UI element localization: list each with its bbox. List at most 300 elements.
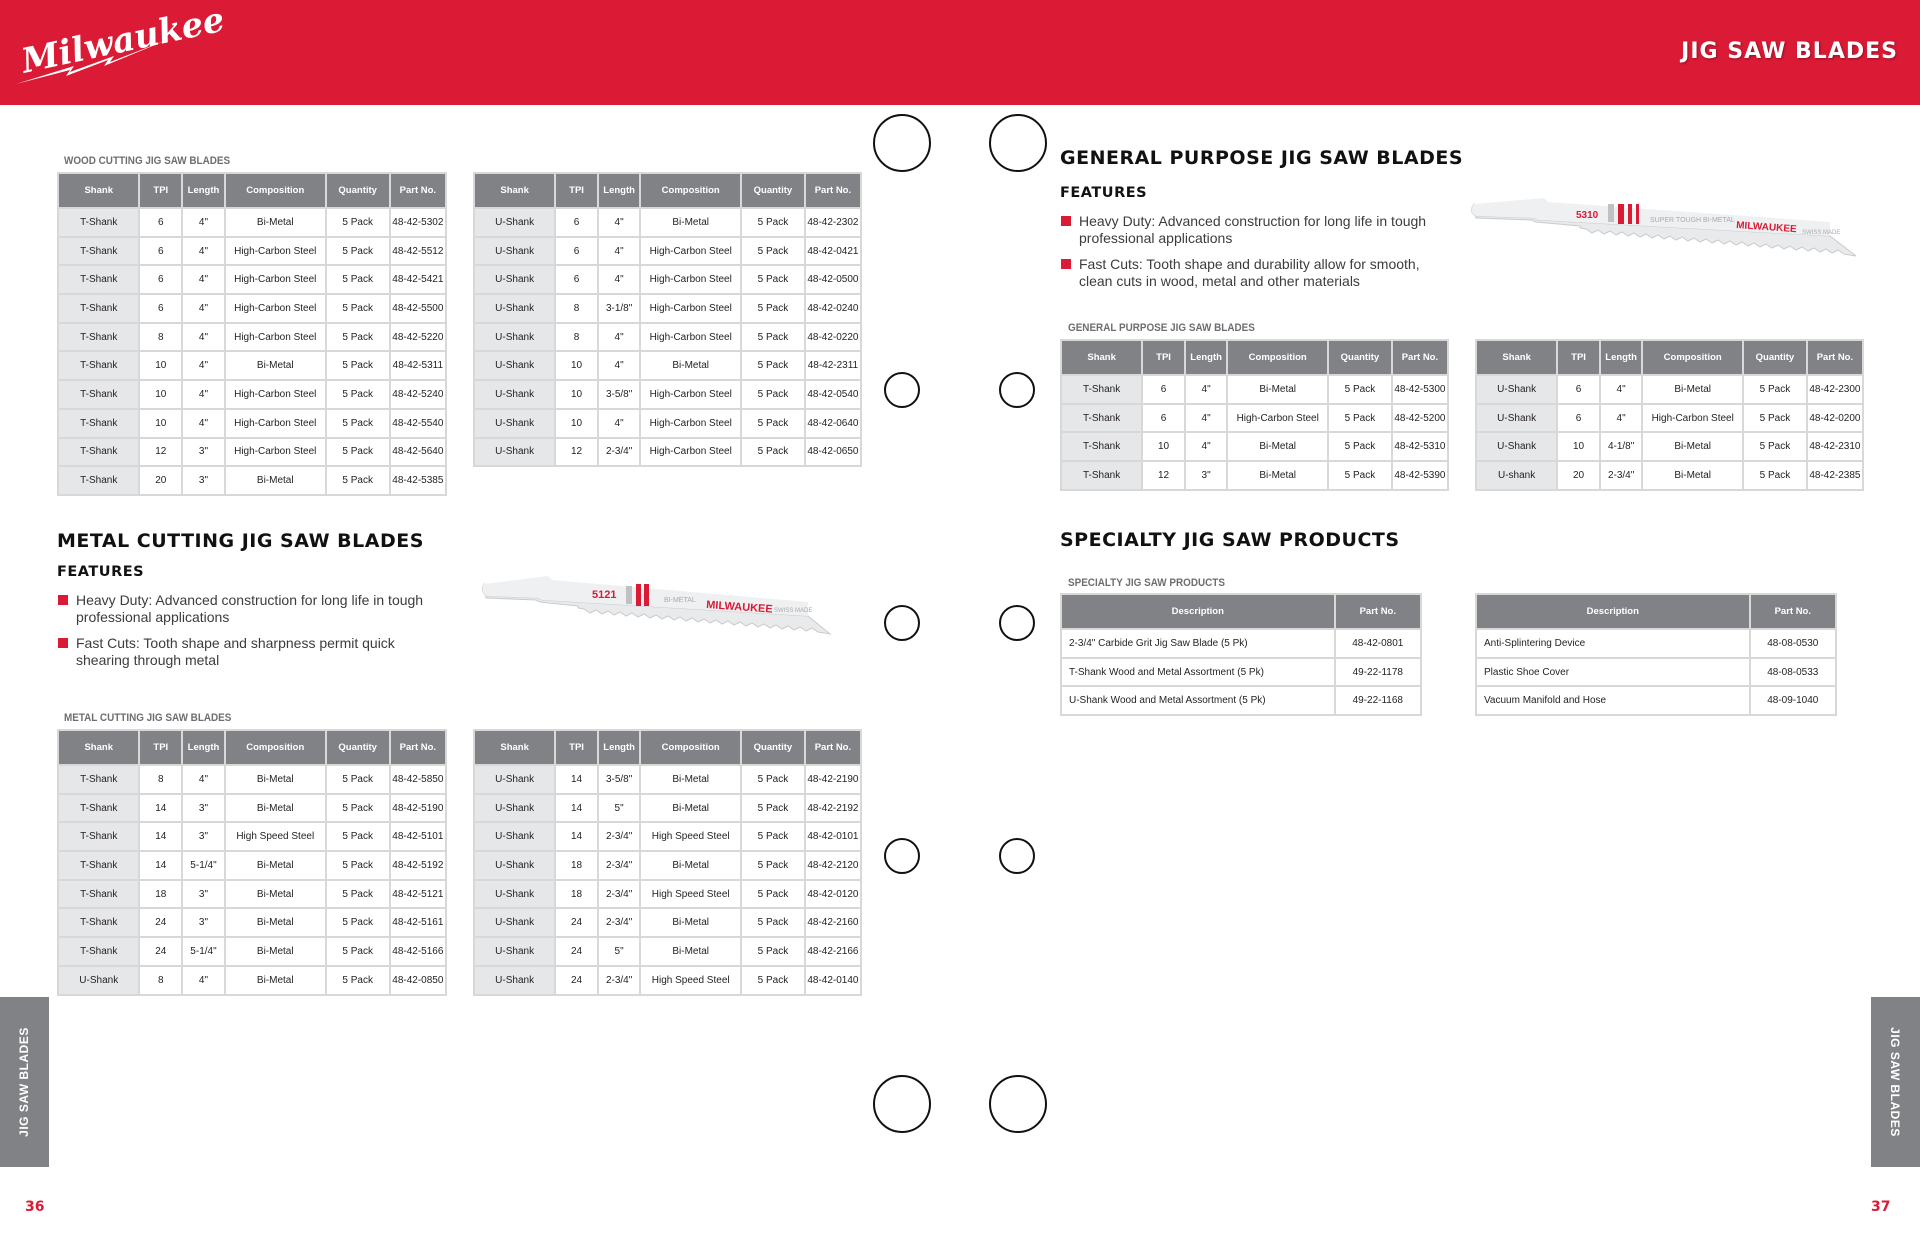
general-u-shank-table — [1475, 339, 1864, 491]
cell-part-no: 48-42-0500 — [805, 265, 861, 294]
table-row — [58, 237, 446, 266]
feature-item — [1061, 213, 1441, 247]
cell-composition: High Speed Steel — [640, 822, 741, 851]
cell-quantity: 5 Pack — [741, 438, 805, 467]
cell-shank: U-Shank — [474, 937, 555, 966]
cell-tpi: 6 — [1142, 404, 1185, 433]
table-row — [1476, 404, 1863, 433]
cell-composition: Bi-Metal — [1642, 432, 1743, 461]
column-header-length: Length — [1185, 340, 1228, 375]
table-row — [58, 794, 446, 823]
cell-shank: T-Shank — [58, 851, 139, 880]
table-row — [474, 851, 861, 880]
cell-part-no: 49-22-1178 — [1335, 658, 1421, 687]
cell-part-no: 48-42-0220 — [805, 323, 861, 352]
cell-composition: High Speed Steel — [640, 966, 741, 995]
table-row — [474, 794, 861, 823]
cell-part-no: 48-42-0540 — [805, 380, 861, 409]
cell-length: 5-1/4" — [182, 851, 225, 880]
table-row — [474, 237, 861, 266]
table-row — [1061, 375, 1448, 404]
cell-tpi: 18 — [555, 851, 598, 880]
table-row — [1476, 461, 1863, 490]
cell-shank: T-Shank — [58, 822, 139, 851]
table-row — [58, 765, 446, 794]
cell-tpi: 12 — [555, 438, 598, 467]
cell-length: 4" — [598, 351, 641, 380]
column-header-composition: Composition — [1227, 340, 1328, 375]
column-header-shank: Shank — [58, 173, 139, 208]
table-row — [58, 409, 446, 438]
cell-tpi: 10 — [1557, 432, 1600, 461]
feature-item — [1061, 256, 1441, 290]
table-row — [1061, 432, 1448, 461]
cell-part-no: 48-42-0140 — [805, 966, 861, 995]
cell-part-no: 48-42-5385 — [390, 466, 446, 495]
column-header-quantity: Quantity — [741, 173, 805, 208]
table-header-row — [1061, 340, 1448, 375]
cell-shank: T-Shank — [58, 208, 139, 237]
cell-quantity: 5 Pack — [1328, 432, 1392, 461]
cell-shank: U-Shank — [474, 237, 555, 266]
cell-composition: Bi-Metal — [640, 794, 741, 823]
cell-length: 2-3/4" — [598, 851, 641, 880]
cell-composition: Bi-Metal — [1227, 375, 1328, 404]
column-header-shank: Shank — [58, 730, 139, 765]
cell-quantity: 5 Pack — [326, 237, 390, 266]
cell-length: 4-1/8" — [1600, 432, 1643, 461]
cell-length: 4" — [598, 409, 641, 438]
cell-tpi: 6 — [1142, 375, 1185, 404]
binder-hole — [999, 838, 1035, 874]
cell-shank: U-Shank — [474, 294, 555, 323]
cell-composition: High-Carbon Steel — [1642, 404, 1743, 433]
cell-part-no: 48-42-5310 — [1392, 432, 1448, 461]
column-header-composition: Composition — [225, 730, 326, 765]
cell-length: 3" — [182, 822, 225, 851]
cell-composition: Bi-Metal — [640, 851, 741, 880]
metal-features-title: FEATURES — [57, 564, 145, 580]
cell-composition: Bi-Metal — [225, 208, 326, 237]
milwaukee-logo — [14, 0, 229, 88]
cell-quantity: 5 Pack — [741, 822, 805, 851]
cell-part-no: 48-42-2160 — [805, 908, 861, 937]
table-header-row — [474, 173, 861, 208]
cell-shank: U-Shank — [474, 409, 555, 438]
cell-tpi: 10 — [139, 380, 182, 409]
cell-quantity: 5 Pack — [741, 380, 805, 409]
cell-composition: Bi-Metal — [225, 880, 326, 909]
cell-quantity: 5 Pack — [741, 208, 805, 237]
table-header-row — [474, 730, 861, 765]
specialty-right-table — [1475, 593, 1837, 716]
page-number-left: 36 — [25, 1199, 45, 1215]
column-header-length: Length — [598, 730, 641, 765]
column-header-part-no: Part No. — [390, 730, 446, 765]
cell-part-no: 48-08-0533 — [1750, 658, 1836, 687]
cell-quantity: 5 Pack — [326, 380, 390, 409]
cell-shank: T-Shank — [58, 409, 139, 438]
side-tab-label: JIG SAW BLADES — [17, 1027, 31, 1137]
cell-part-no: 48-42-0101 — [805, 822, 861, 851]
table-header-row — [58, 173, 446, 208]
cell-composition: High-Carbon Steel — [640, 237, 741, 266]
cell-quantity: 5 Pack — [741, 409, 805, 438]
header-banner — [0, 0, 1920, 105]
column-header-part-no: Part No. — [1335, 594, 1421, 629]
cell-tpi: 24 — [555, 908, 598, 937]
cell-shank: T-Shank — [1061, 461, 1142, 490]
cell-length: 4" — [182, 265, 225, 294]
table-row — [58, 265, 446, 294]
cell-part-no: 48-42-5540 — [390, 409, 446, 438]
table-row — [1061, 686, 1421, 715]
column-header-quantity: Quantity — [1743, 340, 1807, 375]
binder-hole — [873, 114, 931, 172]
table-row — [474, 409, 861, 438]
cell-composition: High-Carbon Steel — [1227, 404, 1328, 433]
cell-composition: Bi-Metal — [225, 351, 326, 380]
column-header-part-no: Part No. — [1392, 340, 1448, 375]
column-header-length: Length — [598, 173, 641, 208]
column-header-quantity: Quantity — [326, 173, 390, 208]
cell-shank: T-Shank — [58, 380, 139, 409]
cell-shank: T-Shank — [58, 351, 139, 380]
cell-tpi: 12 — [1142, 461, 1185, 490]
cell-part-no: 48-42-0240 — [805, 294, 861, 323]
cell-tpi: 6 — [139, 208, 182, 237]
column-header-shank: Shank — [1476, 340, 1557, 375]
cell-part-no: 48-42-0850 — [390, 966, 446, 995]
cell-quantity: 5 Pack — [326, 294, 390, 323]
cell-length: 4" — [1185, 375, 1228, 404]
cell-quantity: 5 Pack — [741, 794, 805, 823]
feature-item — [58, 635, 438, 669]
metal-features-list — [58, 592, 438, 678]
cell-quantity: 5 Pack — [741, 294, 805, 323]
cell-composition: Bi-Metal — [225, 466, 326, 495]
cell-part-no: 48-42-0650 — [805, 438, 861, 467]
table-row — [58, 294, 446, 323]
column-header-length: Length — [1600, 340, 1643, 375]
wood-t-shank-table — [57, 172, 447, 496]
cell-length: 4" — [598, 208, 641, 237]
cell-length: 3" — [182, 466, 225, 495]
column-header-part-no: Part No. — [805, 730, 861, 765]
cell-quantity: 5 Pack — [326, 208, 390, 237]
blade-origin: SWISS MADE — [774, 608, 813, 614]
cell-shank: U-Shank — [58, 966, 139, 995]
table-header-row — [1061, 594, 1421, 629]
general-table-label: GENERAL PURPOSE JIG SAW BLADES — [1068, 322, 1255, 334]
cell-quantity: 5 Pack — [326, 822, 390, 851]
cell-tpi: 14 — [139, 822, 182, 851]
cell-shank: U-Shank — [474, 794, 555, 823]
specialty-section-title: SPECIALTY JIG SAW PRODUCTS — [1060, 529, 1400, 551]
bullet-icon — [1061, 259, 1071, 269]
cell-composition: High-Carbon Steel — [640, 265, 741, 294]
table-row — [1061, 461, 1448, 490]
cell-shank: U-Shank — [474, 208, 555, 237]
cell-part-no: 48-42-5200 — [1392, 404, 1448, 433]
cell-composition: High-Carbon Steel — [640, 294, 741, 323]
cell-shank: U-Shank — [474, 966, 555, 995]
column-header-quantity: Quantity — [326, 730, 390, 765]
blade-number: 5121 — [592, 589, 617, 601]
cell-quantity: 5 Pack — [741, 937, 805, 966]
cell-part-no: 48-42-5500 — [390, 294, 446, 323]
feature-text: Fast Cuts: Tooth shape and sharpness permit quick shearing through metal — [76, 635, 395, 668]
table-row — [474, 880, 861, 909]
cell-length: 4" — [182, 237, 225, 266]
table-row — [1476, 658, 1836, 687]
metal-u-shank-table — [473, 729, 862, 996]
feature-text: Fast Cuts: Tooth shape and durability allow for smooth, clean cuts in wood, metal and other materials — [1079, 256, 1420, 289]
cell-shank: T-Shank — [1061, 375, 1142, 404]
cell-part-no: 48-42-5101 — [390, 822, 446, 851]
cell-tpi: 8 — [555, 294, 598, 323]
cell-shank: T-Shank — [58, 466, 139, 495]
cell-shank: U-Shank — [474, 765, 555, 794]
table-row — [1476, 686, 1836, 715]
cell-part-no: 48-42-5421 — [390, 265, 446, 294]
table-row — [58, 438, 446, 467]
column-header-shank: Shank — [474, 730, 555, 765]
column-header-length: Length — [182, 730, 225, 765]
column-header-tpi: TPI — [555, 730, 598, 765]
cell-quantity: 5 Pack — [326, 265, 390, 294]
cell-length: 4" — [1185, 432, 1228, 461]
cell-description: T-Shank Wood and Metal Assortment (5 Pk) — [1061, 658, 1335, 687]
column-header-description: Description — [1061, 594, 1335, 629]
cell-composition: Bi-Metal — [225, 765, 326, 794]
cell-length: 2-3/4" — [598, 438, 641, 467]
table-row — [474, 208, 861, 237]
cell-tpi: 14 — [555, 794, 598, 823]
cell-length: 4" — [598, 265, 641, 294]
column-header-tpi: TPI — [139, 730, 182, 765]
cell-quantity: 5 Pack — [1328, 461, 1392, 490]
cell-tpi: 8 — [139, 323, 182, 352]
table-row — [474, 822, 861, 851]
binder-hole — [873, 1075, 931, 1133]
page-number-right: 37 — [1871, 1199, 1891, 1215]
cell-shank: T-Shank — [58, 237, 139, 266]
cell-composition: High-Carbon Steel — [225, 294, 326, 323]
cell-composition: High-Carbon Steel — [640, 409, 741, 438]
column-header-composition: Composition — [640, 173, 741, 208]
cell-shank: U-Shank — [474, 908, 555, 937]
cell-shank: U-Shank — [474, 265, 555, 294]
side-tab-label: JIG SAW BLADES — [1888, 1027, 1902, 1137]
binder-hole — [999, 605, 1035, 641]
metal-t-shank-table — [57, 729, 447, 996]
cell-shank: T-Shank — [58, 265, 139, 294]
cell-tpi: 8 — [555, 323, 598, 352]
table-row — [474, 908, 861, 937]
cell-part-no: 48-42-5300 — [1392, 375, 1448, 404]
cell-shank: U-Shank — [474, 851, 555, 880]
cell-part-no: 48-42-5512 — [390, 237, 446, 266]
cell-part-no: 48-42-5121 — [390, 880, 446, 909]
cell-composition: Bi-Metal — [1227, 432, 1328, 461]
cell-length: 2-3/4" — [598, 822, 641, 851]
table-row — [474, 323, 861, 352]
general-features-list — [1061, 213, 1441, 299]
cell-tpi: 6 — [555, 237, 598, 266]
cell-tpi: 14 — [139, 794, 182, 823]
cell-part-no: 48-42-5161 — [390, 908, 446, 937]
cell-shank: T-Shank — [58, 765, 139, 794]
cell-shank: U-Shank — [474, 822, 555, 851]
cell-quantity: 5 Pack — [741, 323, 805, 352]
table-row — [58, 880, 446, 909]
cell-tpi: 18 — [555, 880, 598, 909]
table-row — [58, 466, 446, 495]
cell-part-no: 48-42-5240 — [390, 380, 446, 409]
cell-quantity: 5 Pack — [326, 966, 390, 995]
cell-length: 4" — [182, 323, 225, 352]
cell-part-no: 48-42-2311 — [805, 351, 861, 380]
cell-tpi: 24 — [139, 937, 182, 966]
logo-wordmark: Milwaukee — [17, 0, 229, 82]
cell-length: 5-1/4" — [182, 937, 225, 966]
cell-quantity: 5 Pack — [741, 908, 805, 937]
cell-quantity: 5 Pack — [326, 908, 390, 937]
column-header-composition: Composition — [640, 730, 741, 765]
feature-text: Heavy Duty: Advanced construction for long life in tough professional applications — [76, 592, 424, 625]
general-features-title: FEATURES — [1060, 185, 1148, 201]
cell-quantity: 5 Pack — [326, 794, 390, 823]
wood-u-shank-table — [473, 172, 862, 467]
cell-length: 4" — [182, 351, 225, 380]
cell-shank: T-Shank — [1061, 432, 1142, 461]
column-header-part-no: Part No. — [805, 173, 861, 208]
cell-quantity: 5 Pack — [741, 880, 805, 909]
cell-tpi: 10 — [1142, 432, 1185, 461]
cell-length: 4" — [182, 380, 225, 409]
blade-brand: MILWAUKEE — [1735, 220, 1797, 236]
table-row — [58, 966, 446, 995]
cell-length: 4" — [1185, 404, 1228, 433]
blade-text: SUPER TOUGH BI-METAL — [1650, 217, 1735, 224]
cell-composition: High-Carbon Steel — [640, 438, 741, 467]
cell-shank: T-Shank — [58, 294, 139, 323]
cell-shank: T-Shank — [58, 937, 139, 966]
table-row — [474, 765, 861, 794]
cell-tpi: 24 — [555, 937, 598, 966]
general-t-shank-table — [1060, 339, 1449, 491]
column-header-tpi: TPI — [139, 173, 182, 208]
cell-length: 2-3/4" — [598, 908, 641, 937]
cell-length: 4" — [182, 208, 225, 237]
feature-item — [58, 592, 438, 626]
cell-composition: Bi-Metal — [640, 765, 741, 794]
cell-part-no: 48-42-0421 — [805, 237, 861, 266]
cell-length: 5" — [598, 937, 641, 966]
cell-quantity: 5 Pack — [741, 237, 805, 266]
cell-part-no: 48-42-2120 — [805, 851, 861, 880]
cell-composition: High-Carbon Steel — [640, 323, 741, 352]
metal-blade-image — [478, 572, 834, 638]
cell-length: 3-1/8" — [598, 294, 641, 323]
page-title: JIG SAW BLADES — [1681, 39, 1898, 64]
bullet-icon — [58, 595, 68, 605]
cell-tpi: 6 — [139, 265, 182, 294]
cell-part-no: 48-42-2166 — [805, 937, 861, 966]
cell-composition: High Speed Steel — [640, 880, 741, 909]
cell-composition: Bi-Metal — [1642, 461, 1743, 490]
cell-part-no: 49-22-1168 — [1335, 686, 1421, 715]
cell-length: 3" — [182, 438, 225, 467]
column-header-description: Description — [1476, 594, 1750, 629]
cell-shank: T-Shank — [1061, 404, 1142, 433]
cell-tpi: 6 — [555, 265, 598, 294]
cell-part-no: 48-42-5390 — [1392, 461, 1448, 490]
table-row — [58, 208, 446, 237]
cell-tpi: 8 — [139, 765, 182, 794]
cell-shank: T-Shank — [58, 908, 139, 937]
binder-hole — [989, 114, 1047, 172]
table-header-row — [58, 730, 446, 765]
cell-quantity: 5 Pack — [326, 323, 390, 352]
cell-composition: High-Carbon Steel — [225, 438, 326, 467]
blade-origin: SWISS MADE — [1802, 230, 1841, 236]
cell-part-no: 48-42-5311 — [390, 351, 446, 380]
cell-tpi: 24 — [555, 966, 598, 995]
cell-shank: T-Shank — [58, 880, 139, 909]
cell-quantity: 5 Pack — [326, 765, 390, 794]
table-row — [474, 294, 861, 323]
table-header-row — [1476, 594, 1836, 629]
cell-length: 3-5/8" — [598, 765, 641, 794]
cell-tpi: 6 — [1557, 404, 1600, 433]
cell-tpi: 6 — [555, 208, 598, 237]
cell-quantity: 5 Pack — [1743, 375, 1807, 404]
cell-composition: Bi-Metal — [225, 794, 326, 823]
cell-composition: Bi-Metal — [225, 851, 326, 880]
blade-number: 5310 — [1576, 210, 1599, 221]
column-header-tpi: TPI — [1557, 340, 1600, 375]
cell-description: U-Shank Wood and Metal Assortment (5 Pk) — [1061, 686, 1335, 715]
cell-length: 2-3/4" — [598, 966, 641, 995]
bullet-icon — [1061, 216, 1071, 226]
specialty-left-table — [1060, 593, 1422, 716]
table-row — [1476, 629, 1836, 658]
column-header-part-no: Part No. — [390, 173, 446, 208]
cell-shank: U-Shank — [474, 438, 555, 467]
cell-description: Anti-Splintering Device — [1476, 629, 1750, 658]
cell-tpi: 14 — [555, 822, 598, 851]
cell-length: 4" — [598, 323, 641, 352]
cell-quantity: 5 Pack — [741, 765, 805, 794]
cell-part-no: 48-42-2192 — [805, 794, 861, 823]
cell-composition: Bi-Metal — [640, 937, 741, 966]
cell-composition: Bi-Metal — [640, 908, 741, 937]
cell-tpi: 6 — [139, 237, 182, 266]
cell-part-no: 48-42-5192 — [390, 851, 446, 880]
cell-composition: Bi-Metal — [225, 908, 326, 937]
column-header-part-no: Part No. — [1807, 340, 1863, 375]
cell-composition: High-Carbon Steel — [225, 237, 326, 266]
cell-shank: T-Shank — [58, 794, 139, 823]
column-header-shank: Shank — [474, 173, 555, 208]
cell-composition: High-Carbon Steel — [225, 323, 326, 352]
cell-part-no: 48-42-5190 — [390, 794, 446, 823]
cell-tpi: 14 — [139, 851, 182, 880]
cell-tpi: 6 — [139, 294, 182, 323]
column-header-composition: Composition — [225, 173, 326, 208]
